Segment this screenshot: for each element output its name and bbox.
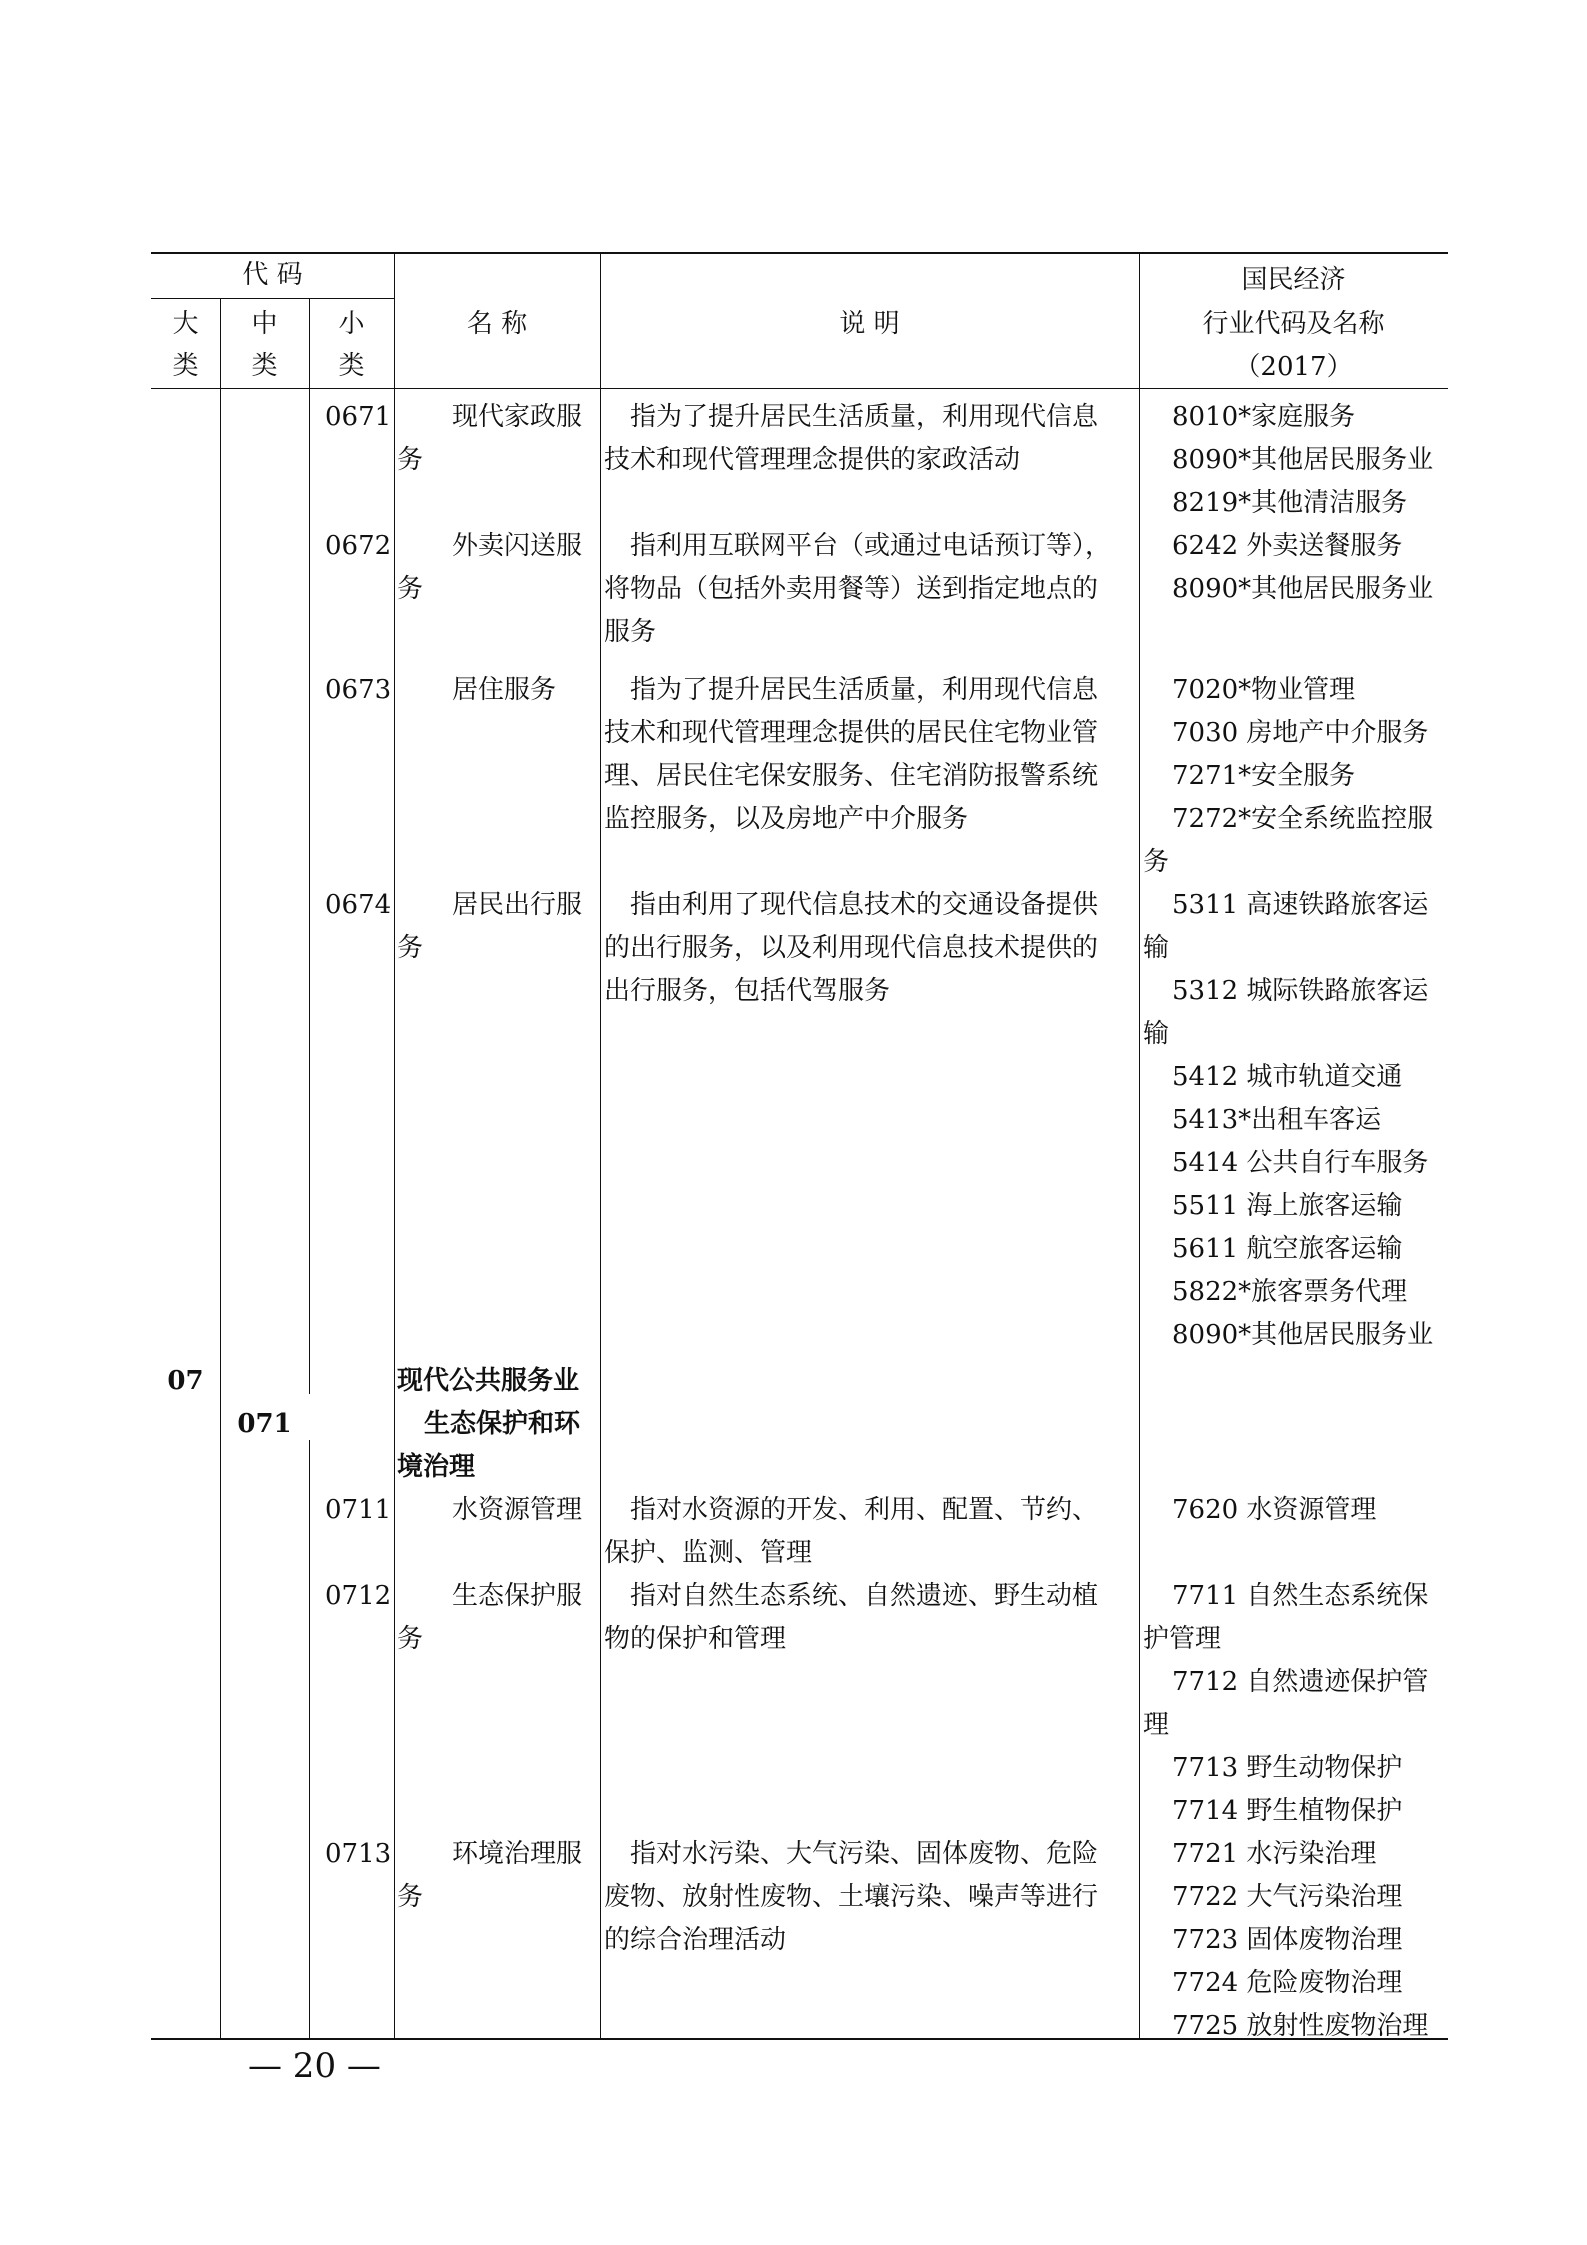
middle-category-name-line2: 境治理 [397,1452,476,1482]
row-description-line: 指对水资源的开发、利用、配置、节约、 [630,1495,1099,1525]
row-code: 0712 [325,1581,392,1611]
row-ref-line: 5611 航空旅客运输 [1172,1234,1403,1264]
row-description-line: 的出行服务，以及利用现代信息技术提供的 [604,933,1099,963]
row-name-line2: 务 [397,574,424,604]
header-ref-3: （2017） [1234,352,1353,382]
row-description-line: 出行服务，包括代驾服务 [604,976,891,1006]
table-top-rule [151,252,1448,254]
row-ref-line: 输 [1143,1019,1170,1049]
row-ref-line: 护管理 [1143,1624,1222,1654]
row-name-line1: 居民出行服 [452,890,583,920]
row-name-line1: 现代家政服 [452,402,583,432]
header-code: 代 码 [242,260,303,290]
row-ref-line: 5412 城市轨道交通 [1172,1062,1403,1092]
row-description-line: 物的保护和管理 [604,1624,787,1654]
row-description-line: 技术和现代管理理念提供的居民住宅物业管 [604,718,1099,748]
row-description-line: 技术和现代管理理念提供的家政活动 [604,445,1021,475]
row-ref-line: 5511 海上旅客运输 [1172,1191,1403,1221]
row-ref-line: 8090*其他居民服务业 [1172,574,1434,604]
header-minor-2: 类 [338,351,365,381]
middle-category-code: 071 [237,1409,292,1439]
row-ref-line: 7722 大气污染治理 [1172,1882,1403,1912]
col-divider-2b [309,1440,310,2039]
col-divider-1 [220,298,221,2039]
row-code: 0713 [325,1839,392,1869]
row-ref-line: 5822*旅客票务代理 [1172,1277,1408,1307]
row-ref-line: 6242 外卖送餐服务 [1172,531,1403,561]
row-name-line2: 务 [397,445,424,475]
header-middle-1: 中 [251,309,278,339]
row-ref-line: 理 [1143,1710,1170,1740]
row-ref-line: 7721 水污染治理 [1172,1839,1377,1869]
row-name-line1: 水资源管理 [452,1495,583,1525]
col-divider-5 [1139,252,1140,2039]
row-description-line: 服务 [604,617,657,647]
row-ref-line: 5414 公共自行车服务 [1172,1148,1429,1178]
row-ref-line: 7712 自然遗迹保护管 [1172,1667,1429,1697]
row-description-line: 监控服务，以及房地产中介服务 [604,804,969,834]
row-ref-line: 8090*其他居民服务业 [1172,445,1434,475]
row-description-line: 指为了提升居民生活质量，利用现代信息 [630,675,1099,705]
header-middle-2: 类 [251,351,278,381]
row-description-line: 理、居民住宅保安服务、住宅消防报警系统 [604,761,1099,791]
row-ref-line: 7620 水资源管理 [1172,1495,1377,1525]
row-code: 0711 [325,1495,392,1525]
row-code: 0674 [325,890,392,920]
col-divider-2 [309,298,310,1394]
row-name-line1: 外卖闪送服 [452,531,583,561]
row-ref-line: 7714 野生植物保护 [1172,1796,1403,1826]
header-name: 名 称 [466,309,528,339]
row-ref-line: 8010*家庭服务 [1172,402,1356,432]
header-major-2: 类 [172,351,199,381]
row-name-line2: 务 [397,933,424,963]
middle-category-name-line1: 生态保护和环 [424,1409,581,1439]
header-ref-1: 国民经济 [1241,265,1346,295]
row-description-line: 指由利用了现代信息技术的交通设备提供 [630,890,1099,920]
row-description-line: 指利用互联网平台（或通过电话预订等）， [630,531,1112,561]
row-ref-line: 7711 自然生态系统保 [1172,1581,1429,1611]
row-ref-line: 8090*其他居民服务业 [1172,1320,1434,1350]
header-description: 说 明 [839,309,900,339]
row-description-line: 指对自然生态系统、自然遗迹、野生动植 [630,1581,1099,1611]
row-ref-line: 务 [1143,847,1170,877]
code-subheader-rule [151,298,394,299]
row-ref-line: 7724 危险废物治理 [1172,1968,1403,1998]
col-divider-4 [600,252,601,2039]
row-ref-line: 7020*物业管理 [1172,675,1356,705]
row-ref-line: 7723 固体废物治理 [1172,1925,1403,1955]
header-bottom-rule [151,388,1448,389]
header-major-1: 大 [172,309,199,339]
major-category-code: 07 [167,1366,204,1396]
header-minor-1: 小 [338,309,365,339]
row-ref-line: 8219*其他清洁服务 [1172,488,1408,518]
row-ref-line: 7271*安全服务 [1172,761,1356,791]
row-ref-line: 7713 野生动物保护 [1172,1753,1403,1783]
row-ref-line: 7030 房地产中介服务 [1172,718,1429,748]
row-ref-line: 5312 城际铁路旅客运 [1172,976,1429,1006]
header-ref-2: 行业代码及名称 [1202,309,1385,339]
page-number: — 20 — [248,2046,381,2086]
row-code: 0671 [325,402,392,432]
row-ref-line: 5311 高速铁路旅客运 [1172,890,1429,920]
major-category-name: 现代公共服务业 [397,1366,580,1396]
row-ref-line: 5413*出租车客运 [1172,1105,1382,1135]
row-description-line: 保护、监测、管理 [604,1538,813,1568]
row-name-line1: 生态保护服 [452,1581,583,1611]
row-name-line1: 居住服务 [452,675,557,705]
row-description-line: 废物、放射性废物、土壤污染、噪声等进行 [604,1882,1099,1912]
row-name-line2: 务 [397,1624,424,1654]
row-name-line2: 务 [397,1882,424,1912]
row-ref-line: 7272*安全系统监控服 [1172,804,1434,834]
row-description-line: 指为了提升居民生活质量，利用现代信息 [630,402,1099,432]
row-name-line1: 环境治理服 [452,1839,583,1869]
row-ref-line: 输 [1143,933,1170,963]
row-code: 0673 [325,675,392,705]
row-description-line: 指对水污染、大气污染、固体废物、危险 [630,1839,1099,1869]
row-ref-line: 7725 放射性废物治理 [1172,2011,1429,2041]
row-code: 0672 [325,531,392,561]
row-description-line: 将物品（包括外卖用餐等）送到指定地点的 [604,574,1099,604]
row-description-line: 的综合治理活动 [604,1925,787,1955]
col-divider-3 [394,252,395,2039]
